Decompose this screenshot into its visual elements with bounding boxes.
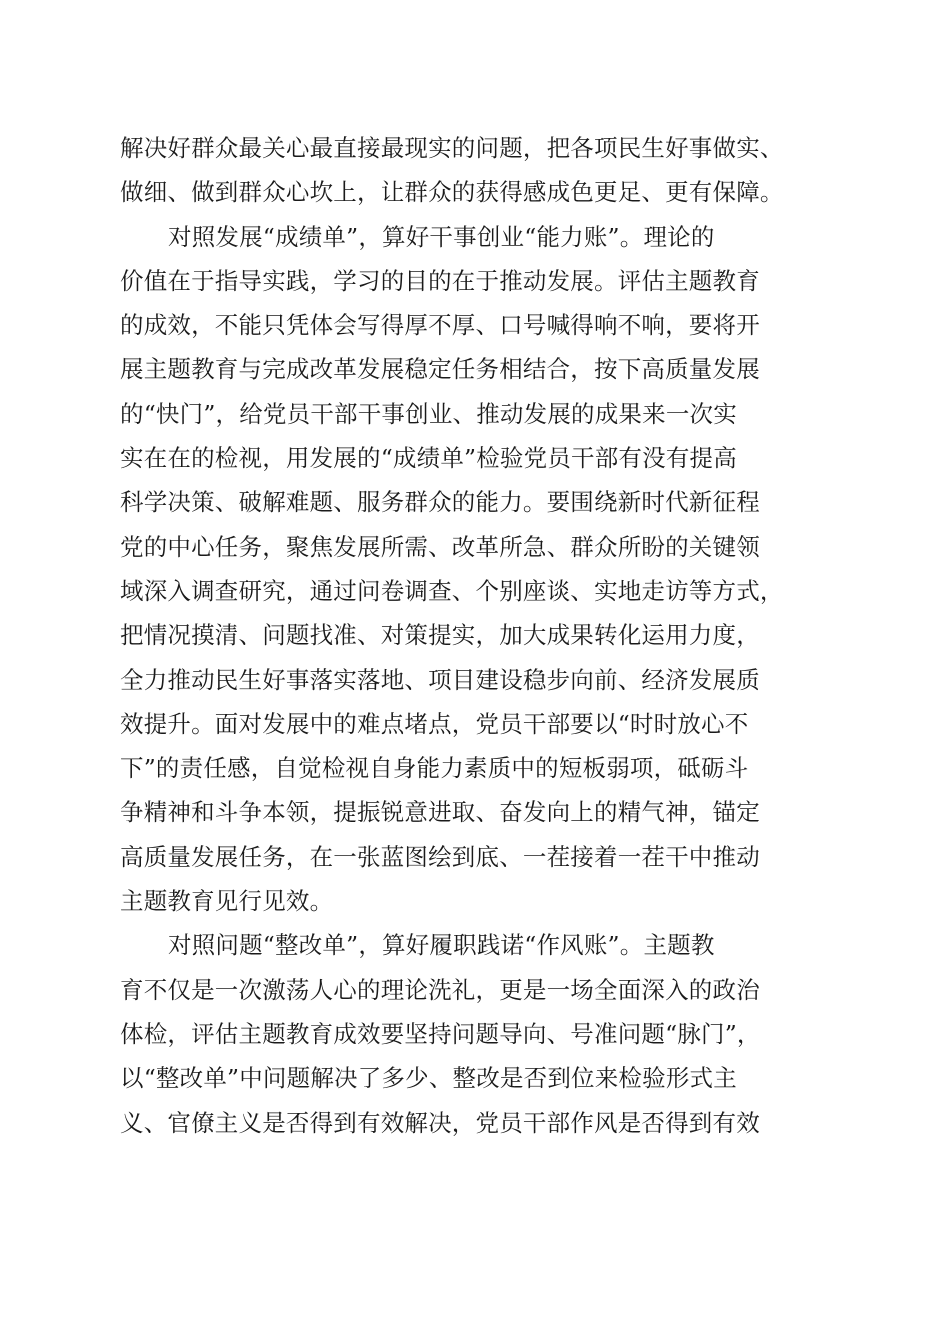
text-line: 解决好群众最关心最直接最现实的问题，把各项民生好事做实、 [120, 134, 784, 162]
text-line: 展主题教育与完成改革发展稳定任务相结合，按下高质量发展 [120, 355, 760, 384]
text-line: 域深入调查研究，通过问卷调查、个别座谈、实地走访等方式， [120, 576, 784, 605]
text-line: 下”的责任感，自觉检视自身能力素质中的短板弱项，砥砺斗 [120, 754, 749, 783]
text-line: 实在在的检视，用发展的“成绩单”检验党员干部有没有提高 [120, 444, 737, 473]
document-body [120, 126, 840, 1145]
text-line: 以“整改单”中问题解决了多少、整改是否到位来检验形式主 [120, 1064, 737, 1093]
text-line: 党的中心任务，聚焦发展所需、改革所急、群众所盼的关键领 [120, 532, 760, 561]
text-line: 价值在于指导实践，学习的目的在于推动发展。评估主题教育 [120, 266, 760, 295]
text-line: 义、官僚主义是否得到有效解决，党员干部作风是否得到有效 [120, 1108, 760, 1137]
text-line: 争精神和斗争本领，提振锐意进取、奋发向上的精气神，锚定 [120, 798, 760, 827]
paragraph-first-line: 对照问题“整改单”，算好履职践诺“作风账”。主题教 [168, 931, 715, 960]
text-line: 体检，评估主题教育成效要坚持问题导向、号准问题“脉门”， [120, 1019, 761, 1048]
text-line: 的成效，不能只凭体会写得厚不厚、口号喊得响不响，要将开 [120, 311, 760, 340]
text-line: 全力推动民生好事落实落地、项目建设稳步向前、经济发展质 [120, 665, 760, 694]
paragraph-first-line: 对照发展“成绩单”，算好干事创业“能力账”。理论的 [168, 222, 715, 251]
text-line: 高质量发展任务，在一张蓝图绘到底、一茬接着一茬干中推动 [120, 842, 760, 871]
text-line: 的“快门”，给党员干部干事创业、推动发展的成果来一次实 [120, 399, 737, 428]
text-line: 主题教育见行见效。 [120, 887, 334, 916]
text-line: 育不仅是一次激荡人心的理论洗礼，更是一场全面深入的政治 [120, 975, 760, 1004]
text-line: 科学决策、破解难题、服务群众的能力。要围绕新时代新征程 [120, 488, 760, 517]
text-line: 效提升。面对发展中的难点堵点，党员干部要以“时时放心不 [120, 709, 749, 738]
text-line: 把情况摸清、问题找准、对策提实，加大成果转化运用力度， [120, 621, 760, 650]
text-line: 做细、做到群众心坎上，让群众的获得感成色更足、更有保障。 [120, 178, 784, 207]
